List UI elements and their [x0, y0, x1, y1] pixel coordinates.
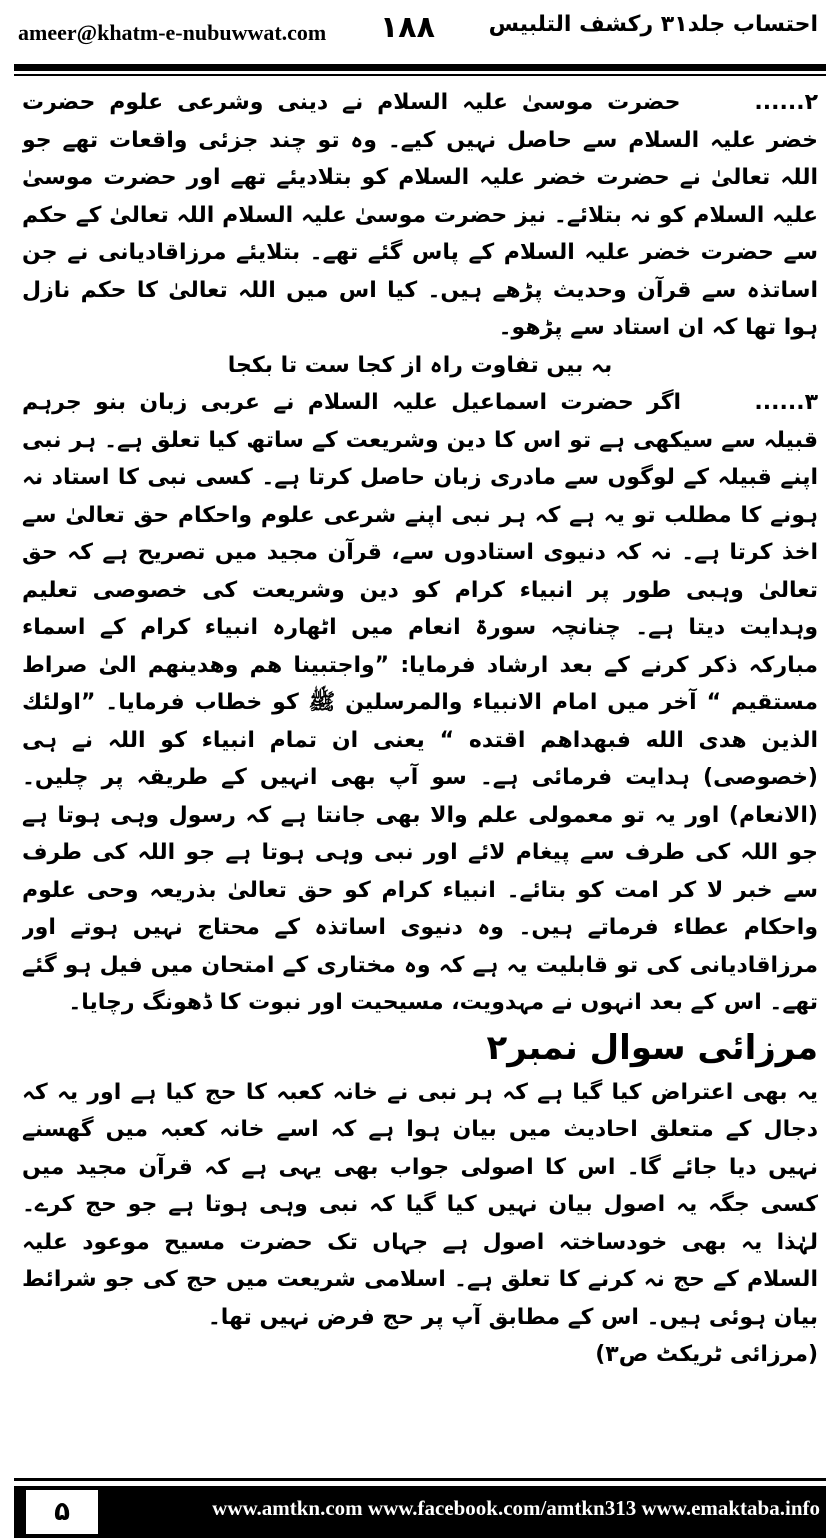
- paragraph-2-text-a: اگر حضرت اسماعیل علیہ السلام نے عربی زبان بنو جرہم قبیلہ سے سیکھی ہے تو اس کا دین وشریعت کے ساتھ کیا تعلق ہے۔ ہر نبی اپنے قبیلہ کے لوگوں سے مادری زبان حاصل کرتا ہے۔ کسی نبی کا استاد نہ ہونے کا مطلب تو یہ ہے کہ ہر نبی اپنے شرعی علوم واحکام حق تعالیٰ سے اخذ کرتا ہے۔ نہ کہ دنیوی استادوں سے، قرآن مجید میں تصریح ہے کہ حق تعالیٰ وہبی طور پر انبیاء کرام کو دین وشریعت کی خصوصی تعلیم وہدایت دیتا ہے۔ چنانچہ سورۃ انعام میں اٹھارہ انبیاء کرام کے اسماء مبارکہ ذکر کرنے کے بعد ارشاد فرمایا: ”: [22, 390, 818, 678]
- header-rule-thin: [14, 74, 826, 76]
- paragraph-2: [22, 384, 818, 1022]
- paragraph-2-text-b: “ آخر میں امام الانبیاء والمرسلین ﷺ کو خطاب فرمایا۔ ”: [80, 690, 731, 715]
- arabic-quote-1: واجتبینا هم وهدینهم الیٰ صراط مستقیم: [22, 652, 818, 715]
- page-body: [22, 84, 818, 1454]
- footer-rule: [14, 1478, 826, 1481]
- page-number: ۱۸۸: [380, 10, 435, 45]
- paragraph-1-number: ۲......: [754, 90, 818, 115]
- page-header: [0, 0, 840, 70]
- paragraph-2-text-c: “ یعنی ان تمام انبیاء کو اللہ نے ہی (خصوصی) ہدایت فرمائی ہے۔ سو آپ بھی انہیں کے طریقہ پر چلیں۔ (الانعام) اور یہ تو معمولی علم والا بھی جانتا ہے کہ رسول وہی ہوتا ہے جو اللہ کی طرف سے پیغام لائے اور نبی وہی ہوتا ہے جو اللہ کی طرف سے خبر لا کر امت کو بتائے۔ انبیاء کرام کو حق تعالیٰ بذریعہ وحی علوم واحکام عطاء فرماتے ہیں۔ وہ دنیوی اساتذہ کے محتاج نہیں ہوتے اور مرزاقادیانی کی تو قابلیت یہ ہے کہ وہ مختاری کے امتحان میں فیل ہو گئے تھے۔ اس کے بعد انہوں نے مہدویت، مسیحیت اور نبوت کا ڈھونگ رچایا۔: [22, 727, 818, 1015]
- footer-page-index: ۵: [26, 1490, 98, 1534]
- footer-links[interactable]: www.amtkn.com www.facebook.com/amtkn313 www.emaktaba.info: [212, 1496, 820, 1520]
- section-heading: مرزائی سوال نمبر۲: [486, 1027, 818, 1068]
- paragraph-2-number: ۳......: [754, 390, 818, 415]
- book-title: احتساب جلد۳۱ رکشف التلبیس: [488, 12, 818, 37]
- arabic-quote-2: اولئك الذین هدی الله فبهداهم اقتده: [22, 690, 818, 753]
- header-email: ameer@khatm-e-nubuwwat.com: [18, 20, 327, 45]
- persian-verse: بہ بیں تفاوت راہ از کجا ست تا بکجا: [227, 352, 613, 378]
- citation: (مرزائی ٹریکٹ ص۳): [595, 1342, 818, 1367]
- paragraph-3: یہ بھی اعتراض کیا گیا ہے کہ ہر نبی نے خانہ کعبہ کا حج کیا ہے اور یہ کہ دجال کے متعلق احادیث میں بیان ہوا ہے کہ اسے خانہ کعبہ میں گھسنے نہیں دیا جائے گا۔ اس کا اصولی جواب بھی یہی ہے کہ قرآن مجید میں کسی جگہ یہ اصول بیان نہیں کیا گیا کہ نبی وہی ہوتا ہے جو حج کرے۔ لہٰذا یہ بھی خودساختہ اصول ہے جہاں تک حضرت مسیح موعود علیہ السلام کے حج نہ کرنے کا تعلق ہے۔ اسلامی شریعت میں حج کی جو شرائط بیان ہوئی ہیں۔ اس کے مطابق آپ پر حج فرض نہیں تھا۔: [22, 1079, 818, 1330]
- paragraph-1-text: حضرت موسیٰ علیہ السلام نے دینی وشرعی علوم حضرت خضر علیہ السلام سے حاصل نہیں کیے۔ وہ تو چند جزئی واقعات تھے جو اللہ تعالیٰ نے حضرت خضر علیہ السلام کو بتلادیئے تھے اور حضرت موسیٰ علیہ السلام کو نہ بتلائے۔ نیز حضرت موسیٰ علیہ السلام اللہ تعالیٰ کے حکم سے حضرت خضر علیہ السلام کے پاس گئے تھے۔ بتلایئے مرزاقادیانی نے جن اساتذہ سے قرآن وحدیث پڑھے ہیں۔ کیا اس میں اللہ تعالیٰ کا حکم نازل ہوا تھا کہ ان استاد سے پڑھو۔: [22, 90, 818, 340]
- header-rule-thick: [14, 64, 826, 71]
- paragraph-1: [22, 84, 818, 347]
